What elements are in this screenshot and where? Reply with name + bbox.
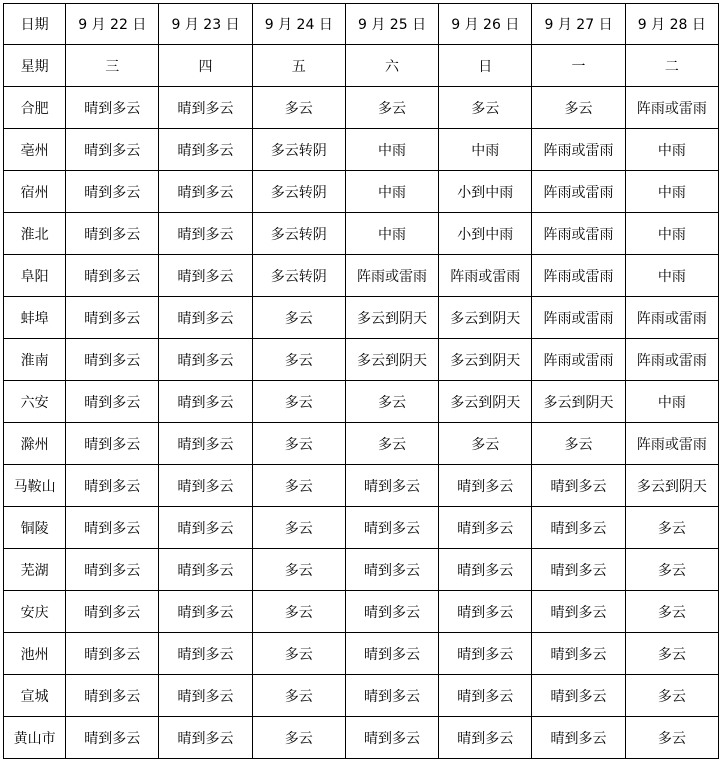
- date-cell: 9 月 22 日: [66, 4, 159, 45]
- city-name-cell: 蚌埠: [4, 297, 66, 339]
- date-cell: 9 月 23 日: [159, 4, 252, 45]
- city-name-cell: 池州: [4, 633, 66, 675]
- forecast-cell: 晴到多云: [159, 171, 252, 213]
- city-row: [4, 507, 719, 549]
- forecast-cell: 中雨: [625, 255, 718, 297]
- forecast-cell: 多云到阴天: [439, 339, 532, 381]
- weekday-cell: 五: [252, 45, 345, 87]
- date-cell: 9 月 25 日: [345, 4, 438, 45]
- forecast-cell: 多云: [252, 297, 345, 339]
- forecast-cell: 多云: [252, 339, 345, 381]
- forecast-cell: 小到中雨: [439, 213, 532, 255]
- forecast-cell: 晴到多云: [66, 87, 159, 129]
- forecast-cell: 晴到多云: [439, 549, 532, 591]
- forecast-cell: 多云: [439, 87, 532, 129]
- forecast-cell: 晴到多云: [66, 339, 159, 381]
- forecast-cell: 晴到多云: [345, 507, 438, 549]
- forecast-cell: 多云: [252, 423, 345, 465]
- city-name-cell: 合肥: [4, 87, 66, 129]
- city-row: [4, 423, 719, 465]
- forecast-cell: 多云: [532, 423, 625, 465]
- city-row: [4, 297, 719, 339]
- forecast-cell: 晴到多云: [532, 591, 625, 633]
- forecast-cell: 晴到多云: [66, 213, 159, 255]
- city-row: [4, 129, 719, 171]
- forecast-cell: 阵雨或雷雨: [532, 297, 625, 339]
- city-row: [4, 381, 719, 423]
- city-row: [4, 717, 719, 759]
- forecast-cell: 晴到多云: [66, 465, 159, 507]
- forecast-cell: 多云: [625, 633, 718, 675]
- weekday-row-label: 星期: [4, 45, 66, 87]
- forecast-cell: 多云: [252, 675, 345, 717]
- table-body: [4, 4, 719, 759]
- city-name-cell: 亳州: [4, 129, 66, 171]
- forecast-cell: 阵雨或雷雨: [532, 255, 625, 297]
- forecast-cell: 中雨: [345, 129, 438, 171]
- forecast-cell: 晴到多云: [159, 549, 252, 591]
- forecast-cell: 晴到多云: [532, 717, 625, 759]
- forecast-cell: 晴到多云: [159, 633, 252, 675]
- forecast-cell: 晴到多云: [66, 423, 159, 465]
- forecast-cell: 中雨: [625, 381, 718, 423]
- forecast-cell: 小到中雨: [439, 171, 532, 213]
- forecast-cell: 晴到多云: [159, 717, 252, 759]
- forecast-cell: 多云转阴: [252, 255, 345, 297]
- weather-forecast-table: [3, 3, 719, 759]
- forecast-cell: 晴到多云: [439, 633, 532, 675]
- forecast-cell: 晴到多云: [66, 171, 159, 213]
- city-name-cell: 马鞍山: [4, 465, 66, 507]
- forecast-cell: 晴到多云: [159, 507, 252, 549]
- forecast-cell: 晴到多云: [66, 549, 159, 591]
- weekday-cell: 三: [66, 45, 159, 87]
- forecast-cell: 多云: [439, 423, 532, 465]
- forecast-cell: 晴到多云: [439, 717, 532, 759]
- forecast-cell: 多云到阴天: [625, 465, 718, 507]
- forecast-cell: 多云: [252, 633, 345, 675]
- forecast-cell: 晴到多云: [345, 465, 438, 507]
- forecast-cell: 晴到多云: [159, 339, 252, 381]
- forecast-cell: 多云: [625, 591, 718, 633]
- forecast-cell: 多云到阴天: [345, 339, 438, 381]
- city-name-cell: 淮南: [4, 339, 66, 381]
- forecast-cell: 晴到多云: [159, 465, 252, 507]
- city-row: [4, 465, 719, 507]
- city-row: [4, 675, 719, 717]
- forecast-cell: 晴到多云: [66, 381, 159, 423]
- forecast-cell: 多云转阴: [252, 129, 345, 171]
- forecast-cell: 晴到多云: [66, 255, 159, 297]
- weekday-row: [4, 45, 719, 87]
- forecast-cell: 晴到多云: [159, 213, 252, 255]
- date-cell: 9 月 26 日: [439, 4, 532, 45]
- forecast-cell: 晴到多云: [159, 381, 252, 423]
- forecast-cell: 晴到多云: [66, 129, 159, 171]
- forecast-cell: 晴到多云: [159, 87, 252, 129]
- forecast-cell: 晴到多云: [66, 297, 159, 339]
- forecast-cell: 阵雨或雷雨: [625, 297, 718, 339]
- city-row: [4, 633, 719, 675]
- forecast-cell: 多云到阴天: [439, 297, 532, 339]
- forecast-cell: 多云: [345, 87, 438, 129]
- city-name-cell: 宣城: [4, 675, 66, 717]
- city-name-cell: 宿州: [4, 171, 66, 213]
- city-row: [4, 171, 719, 213]
- forecast-cell: 阵雨或雷雨: [532, 129, 625, 171]
- forecast-cell: 阵雨或雷雨: [345, 255, 438, 297]
- city-name-cell: 滁州: [4, 423, 66, 465]
- forecast-cell: 晴到多云: [159, 129, 252, 171]
- forecast-cell: 多云: [252, 717, 345, 759]
- forecast-cell: 晴到多云: [66, 633, 159, 675]
- forecast-cell: 阵雨或雷雨: [532, 171, 625, 213]
- city-name-cell: 黄山市: [4, 717, 66, 759]
- city-row: [4, 255, 719, 297]
- date-row-label: 日期: [4, 4, 66, 45]
- forecast-cell: 阵雨或雷雨: [532, 339, 625, 381]
- forecast-cell: 中雨: [345, 213, 438, 255]
- forecast-cell: 晴到多云: [345, 717, 438, 759]
- forecast-cell: 晴到多云: [66, 507, 159, 549]
- forecast-cell: 阵雨或雷雨: [532, 213, 625, 255]
- forecast-cell: 阵雨或雷雨: [625, 339, 718, 381]
- forecast-cell: 晴到多云: [345, 591, 438, 633]
- forecast-cell: 多云: [625, 507, 718, 549]
- forecast-cell: 晴到多云: [159, 675, 252, 717]
- forecast-cell: 晴到多云: [345, 633, 438, 675]
- weekday-cell: 一: [532, 45, 625, 87]
- forecast-cell: 晴到多云: [66, 591, 159, 633]
- forecast-cell: 晴到多云: [439, 591, 532, 633]
- forecast-cell: 晴到多云: [66, 717, 159, 759]
- forecast-cell: 多云: [252, 549, 345, 591]
- forecast-cell: 晴到多云: [66, 675, 159, 717]
- forecast-cell: 中雨: [439, 129, 532, 171]
- forecast-cell: 晴到多云: [532, 465, 625, 507]
- forecast-cell: 中雨: [625, 213, 718, 255]
- forecast-cell: 阵雨或雷雨: [439, 255, 532, 297]
- forecast-cell: 晴到多云: [439, 507, 532, 549]
- forecast-cell: 多云: [345, 423, 438, 465]
- city-row: [4, 87, 719, 129]
- date-cell: 9 月 24 日: [252, 4, 345, 45]
- forecast-cell: 多云: [252, 381, 345, 423]
- forecast-cell: 多云到阴天: [439, 381, 532, 423]
- forecast-cell: 多云到阴天: [532, 381, 625, 423]
- forecast-cell: 晴到多云: [345, 675, 438, 717]
- forecast-cell: 多云: [625, 549, 718, 591]
- forecast-cell: 多云转阴: [252, 171, 345, 213]
- forecast-cell: 中雨: [625, 129, 718, 171]
- forecast-cell: 多云: [625, 717, 718, 759]
- forecast-cell: 晴到多云: [439, 465, 532, 507]
- forecast-cell: 晴到多云: [345, 549, 438, 591]
- forecast-cell: 晴到多云: [159, 297, 252, 339]
- weekday-cell: 日: [439, 45, 532, 87]
- forecast-cell: 晴到多云: [532, 507, 625, 549]
- date-header-row: [4, 4, 719, 45]
- date-cell: 9 月 28 日: [625, 4, 718, 45]
- forecast-cell: 多云: [252, 591, 345, 633]
- city-row: [4, 339, 719, 381]
- forecast-cell: 晴到多云: [159, 423, 252, 465]
- forecast-cell: 晴到多云: [532, 549, 625, 591]
- forecast-cell: 晴到多云: [439, 675, 532, 717]
- forecast-cell: 多云: [252, 465, 345, 507]
- forecast-cell: 晴到多云: [532, 675, 625, 717]
- forecast-cell: 多云: [252, 87, 345, 129]
- city-name-cell: 芜湖: [4, 549, 66, 591]
- date-cell: 9 月 27 日: [532, 4, 625, 45]
- forecast-cell: 多云: [532, 87, 625, 129]
- city-name-cell: 铜陵: [4, 507, 66, 549]
- city-name-cell: 阜阳: [4, 255, 66, 297]
- forecast-cell: 多云到阴天: [345, 297, 438, 339]
- weekday-cell: 六: [345, 45, 438, 87]
- forecast-cell: 多云: [625, 675, 718, 717]
- forecast-cell: 中雨: [345, 171, 438, 213]
- forecast-cell: 多云转阴: [252, 213, 345, 255]
- city-name-cell: 安庆: [4, 591, 66, 633]
- forecast-cell: 阵雨或雷雨: [625, 87, 718, 129]
- forecast-cell: 中雨: [625, 171, 718, 213]
- city-name-cell: 六安: [4, 381, 66, 423]
- forecast-cell: 多云: [252, 507, 345, 549]
- city-row: [4, 213, 719, 255]
- weekday-cell: 二: [625, 45, 718, 87]
- forecast-cell: 阵雨或雷雨: [625, 423, 718, 465]
- forecast-cell: 晴到多云: [159, 255, 252, 297]
- forecast-cell: 晴到多云: [532, 633, 625, 675]
- city-name-cell: 淮北: [4, 213, 66, 255]
- forecast-cell: 晴到多云: [159, 591, 252, 633]
- weekday-cell: 四: [159, 45, 252, 87]
- city-row: [4, 591, 719, 633]
- forecast-cell: 多云: [345, 381, 438, 423]
- city-row: [4, 549, 719, 591]
